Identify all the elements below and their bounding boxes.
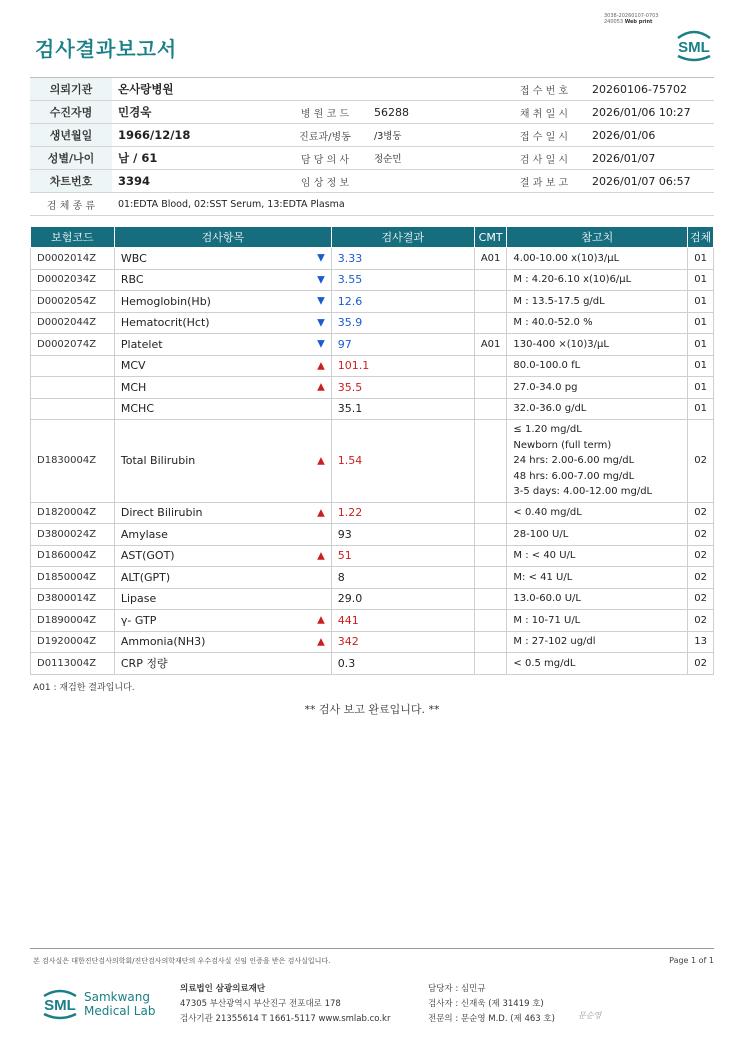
high-flag-icon: ▲	[317, 507, 325, 519]
result-value: 29.0	[331, 588, 474, 610]
test-name: AST(GOT)	[120, 549, 175, 563]
insurance-code-cell: D1920004Z	[31, 631, 115, 653]
test-name: Hemoglobin(Hb)	[120, 294, 211, 308]
specimen-code: 02	[688, 588, 714, 610]
result-value: 3.55	[331, 269, 474, 291]
test-item-cell	[114, 420, 331, 503]
value-department-ward: /3병동	[368, 124, 502, 147]
label-receipt-number: 접 수 번 호	[502, 78, 586, 101]
cmt-cell	[474, 653, 507, 675]
low-flag-icon: ▼	[317, 295, 325, 307]
insurance-code-cell: D0113004Z	[31, 653, 115, 675]
cmt-cell	[474, 312, 507, 334]
test-name: Total Bilirubin	[120, 454, 196, 468]
insurance-code-cell: D1830004Z	[31, 420, 115, 503]
value-sex-age: 남 / 61	[112, 147, 282, 170]
label-patient-name: 수진자명	[30, 101, 112, 124]
results-table	[30, 226, 714, 675]
value-receipt-date: 2026/01/06	[586, 124, 714, 147]
reference-range	[507, 420, 688, 503]
high-flag-icon: ▲	[317, 360, 325, 372]
reference-range: M : 13.5-17.5 g/dL	[507, 291, 688, 313]
value-specimen-type: 01:EDTA Blood, 02:SST Serum, 13:EDTA Plasma	[112, 193, 714, 216]
test-item-cell	[114, 248, 331, 270]
specimen-code: 02	[688, 610, 714, 632]
reference-range: 27.0-34.0 pg	[507, 377, 688, 399]
specimen-code: 13	[688, 631, 714, 653]
cmt-cell	[474, 567, 507, 589]
specimen-code: 01	[688, 398, 714, 420]
value-chart-number: 3394	[112, 170, 282, 193]
insurance-code-cell	[31, 377, 115, 399]
insurance-code-cell: D1850004Z	[31, 567, 115, 589]
label-hospital-code: 병 원 코 드	[282, 101, 368, 124]
specimen-code: 01	[688, 269, 714, 291]
organization-info: 의료법인 삼광의료재단 47305 부산광역시 부산진구 전포대로 178 검사기관 21355614 T 1661-5117 www.smlab.co.kr	[180, 984, 391, 1024]
label-clinical-info: 임 상 정 보	[282, 170, 368, 193]
specimen-code: 02	[688, 653, 714, 675]
cmt-cell: A01	[474, 334, 507, 356]
sml-logo	[672, 24, 716, 64]
specimen-code: 01	[688, 248, 714, 270]
patient-info-table	[30, 77, 714, 216]
header-test-item: 검사항목	[114, 227, 331, 248]
result-value: 12.6	[331, 291, 474, 313]
brand-name: Samkwang Medical Lab	[84, 990, 156, 1018]
reference-range: M : 4.20-6.10 x(10)6/μL	[507, 269, 688, 291]
test-name: Direct Bilirubin	[120, 506, 203, 520]
reference-line: ≤ 1.20 mg/dL	[513, 424, 582, 435]
test-name: Lipase	[120, 592, 157, 606]
high-flag-icon: ▲	[317, 614, 325, 626]
result-row	[31, 588, 714, 610]
result-row	[31, 398, 714, 420]
test-name: Amylase	[120, 527, 168, 541]
insurance-code-cell: D0002014Z	[31, 248, 115, 270]
completion-message: ** 검사 보고 완료입니다. **	[304, 703, 440, 716]
label-report-time: 결 과 보 고	[502, 170, 586, 193]
test-item-cell	[114, 502, 331, 524]
result-row	[31, 312, 714, 334]
test-item-cell	[114, 545, 331, 567]
result-value: 35.1	[331, 398, 474, 420]
test-name: MCHC	[120, 402, 154, 416]
reference-range: 80.0-100.0 fL	[507, 355, 688, 377]
result-value: 35.5	[331, 377, 474, 399]
low-flag-icon: ▼	[317, 252, 325, 264]
reference-range: 13.0-60.0 U/L	[507, 588, 688, 610]
test-item-cell	[114, 398, 331, 420]
reference-line: 3-5 days: 4.00-12.00 mg/dL	[513, 486, 653, 497]
result-value: 1.54	[331, 420, 474, 503]
result-row	[31, 567, 714, 589]
insurance-code-cell: D1860004Z	[31, 545, 115, 567]
test-item-cell	[114, 653, 331, 675]
insurance-code-cell: D0002054Z	[31, 291, 115, 313]
result-row	[31, 420, 714, 503]
high-flag-icon: ▲	[317, 381, 325, 393]
label-birth-date: 생년월일	[30, 124, 112, 147]
cmt-cell	[474, 355, 507, 377]
high-flag-icon: ▲	[317, 455, 325, 467]
result-row	[31, 334, 714, 356]
reference-range: M : < 40 U/L	[507, 545, 688, 567]
insurance-code-cell: D3800024Z	[31, 524, 115, 546]
info-row	[30, 124, 714, 147]
test-item-cell	[114, 631, 331, 653]
result-value: 101.1	[331, 355, 474, 377]
specimen-code: 01	[688, 312, 714, 334]
label-sex-age: 성별/나이	[30, 147, 112, 170]
test-name: ALT(GPT)	[120, 570, 171, 584]
info-row	[30, 193, 714, 216]
result-value: 51	[331, 545, 474, 567]
reference-line: 24 hrs: 2.00-6.00 mg/dL	[513, 455, 635, 466]
result-row	[31, 610, 714, 632]
specimen-code: 01	[688, 355, 714, 377]
specimen-code: 02	[688, 524, 714, 546]
reference-range: M: < 41 U/L	[507, 567, 688, 589]
cmt-cell	[474, 545, 507, 567]
cmt-cell	[474, 610, 507, 632]
cmt-cell	[474, 588, 507, 610]
test-name: MCH	[120, 380, 147, 394]
certification-statement: 본 검사실은 대한진단검사의학회/진단검사의학재단의 우수검사실 신임 인증을 받은 검사실입니다.	[33, 957, 331, 965]
insurance-code-cell: D3800014Z	[31, 588, 115, 610]
result-row	[31, 545, 714, 567]
low-flag-icon: ▼	[317, 338, 325, 350]
specimen-code: 01	[688, 334, 714, 356]
header-cmt: CMT	[474, 227, 507, 248]
value-receipt-number: 20260106-75702	[586, 78, 714, 101]
result-row	[31, 269, 714, 291]
value-test-date: 2026/01/07	[586, 147, 714, 170]
result-value: 3.33	[331, 248, 474, 270]
test-item-cell	[114, 588, 331, 610]
info-row	[30, 78, 714, 101]
info-row	[30, 170, 714, 193]
info-row	[30, 101, 714, 124]
test-item-cell	[114, 355, 331, 377]
test-name: γ- GTP	[120, 613, 157, 627]
result-value: 0.3	[331, 653, 474, 675]
cmt-cell	[474, 524, 507, 546]
cmt-cell	[474, 420, 507, 503]
reference-range: < 0.40 mg/dL	[507, 502, 688, 524]
specimen-code: 02	[688, 420, 714, 503]
specimen-code: 02	[688, 545, 714, 567]
label-department-ward: 진료과/병동	[282, 124, 368, 147]
test-item-cell	[114, 312, 331, 334]
test-item-cell	[114, 524, 331, 546]
header-result: 검사결과	[331, 227, 474, 248]
insurance-code-cell: D0002044Z	[31, 312, 115, 334]
result-row	[31, 291, 714, 313]
reference-range: < 0.5 mg/dL	[507, 653, 688, 675]
test-name: WBC	[120, 251, 147, 265]
header-reference: 참고치	[507, 227, 688, 248]
test-item-cell	[114, 269, 331, 291]
high-flag-icon: ▲	[317, 550, 325, 562]
test-item-cell	[114, 291, 331, 313]
result-value: 441	[331, 610, 474, 632]
test-item-cell	[114, 567, 331, 589]
cmt-cell	[474, 291, 507, 313]
page-number: Page 1 of 1	[669, 956, 714, 965]
insurance-code-cell	[31, 355, 115, 377]
specimen-code: 02	[688, 567, 714, 589]
result-row	[31, 502, 714, 524]
label-collection-time: 채 취 일 시	[502, 101, 586, 124]
reference-line: 48 hrs: 6.00-7.00 mg/dL	[513, 470, 635, 482]
value-birth-date: 1966/12/18	[112, 124, 282, 147]
cmt-cell	[474, 377, 507, 399]
value-report-time: 2026/01/07 06:57	[586, 170, 714, 193]
test-name: RBC	[120, 273, 144, 287]
label-chart-number: 차트번호	[30, 170, 112, 193]
test-name: MCV	[120, 359, 146, 373]
staff-info: 담당자 : 심민규 검사자 : 신재욱 (제 31419 호) 전문의 : 문순영 M.D. (제 463 호)	[428, 984, 555, 1024]
label-requesting-institution: 의뢰기관	[30, 78, 112, 101]
cmt-cell	[474, 502, 507, 524]
test-name: Platelet	[120, 337, 163, 351]
reference-range: 28-100 U/L	[507, 524, 688, 546]
footer-divider	[30, 948, 714, 949]
test-name: Ammonia(NH3)	[120, 635, 206, 649]
result-value: 8	[331, 567, 474, 589]
cmt-cell	[474, 269, 507, 291]
svg-text:SML: SML	[44, 997, 76, 1014]
result-value: 93	[331, 524, 474, 546]
reference-range: 32.0-36.0 g/dL	[507, 398, 688, 420]
specimen-code: 01	[688, 291, 714, 313]
test-item-cell	[114, 334, 331, 356]
label-receipt-date: 접 수 일 시	[502, 124, 586, 147]
result-value: 35.9	[331, 312, 474, 334]
result-row	[31, 631, 714, 653]
value-patient-name: 민경욱	[112, 101, 282, 124]
cmt-cell	[474, 398, 507, 420]
result-row	[31, 355, 714, 377]
result-value: 342	[331, 631, 474, 653]
label-physician: 담 당 의 사	[282, 147, 368, 170]
reference-range: M : 27-102 ug/dl	[507, 631, 688, 653]
header-specimen: 검체	[688, 227, 714, 248]
specimen-code: 02	[688, 502, 714, 524]
test-item-cell	[114, 377, 331, 399]
insurance-code-cell: D0002034Z	[31, 269, 115, 291]
result-row	[31, 524, 714, 546]
document-code: 3038-20260107-0703 240053 Web print	[604, 13, 659, 25]
value-clinical-info	[368, 170, 502, 193]
insurance-code-cell: D1820004Z	[31, 502, 115, 524]
low-flag-icon: ▼	[317, 274, 325, 286]
cmt-cell	[474, 631, 507, 653]
sml-footer-logo	[38, 983, 82, 1023]
specimen-code: 01	[688, 377, 714, 399]
value-requesting-institution: 온사랑병원	[112, 78, 502, 101]
test-item-cell	[114, 610, 331, 632]
result-value: 1.22	[331, 502, 474, 524]
page-title: 검사결과보고서	[35, 37, 178, 61]
test-name: CRP 정량	[120, 657, 168, 671]
result-value: 97	[331, 334, 474, 356]
test-name: Hematocrit(Hct)	[120, 316, 210, 330]
result-row	[31, 653, 714, 675]
signature: 문순영	[578, 1011, 602, 1020]
reference-range: M : 40.0-52.0 %	[507, 312, 688, 334]
insurance-code-cell: D1890004Z	[31, 610, 115, 632]
retest-note: A01 : 재검한 결과입니다.	[33, 683, 135, 693]
reference-range: 130-400 ×(10)3/μL	[507, 334, 688, 356]
value-collection-time: 2026/01/06 10:27	[586, 101, 714, 124]
result-row	[31, 248, 714, 270]
value-hospital-code: 56288	[368, 101, 502, 124]
label-test-date: 검 사 일 시	[502, 147, 586, 170]
cmt-cell: A01	[474, 248, 507, 270]
results-header-row	[31, 227, 714, 248]
reference-range: 4.00-10.00 x(10)3/μL	[507, 248, 688, 270]
insurance-code-cell	[31, 398, 115, 420]
insurance-code-cell: D0002074Z	[31, 334, 115, 356]
value-physician: 정순민	[368, 147, 502, 170]
result-row	[31, 377, 714, 399]
low-flag-icon: ▼	[317, 317, 325, 329]
header-insurance-code: 보험코드	[31, 227, 115, 248]
info-row	[30, 147, 714, 170]
reference-range: M : 10-71 U/L	[507, 610, 688, 632]
high-flag-icon: ▲	[317, 636, 325, 648]
label-specimen-type: 검 체 종 류	[30, 193, 112, 216]
svg-text:SML: SML	[678, 39, 710, 56]
reference-line: Newborn (full term)	[513, 439, 612, 451]
